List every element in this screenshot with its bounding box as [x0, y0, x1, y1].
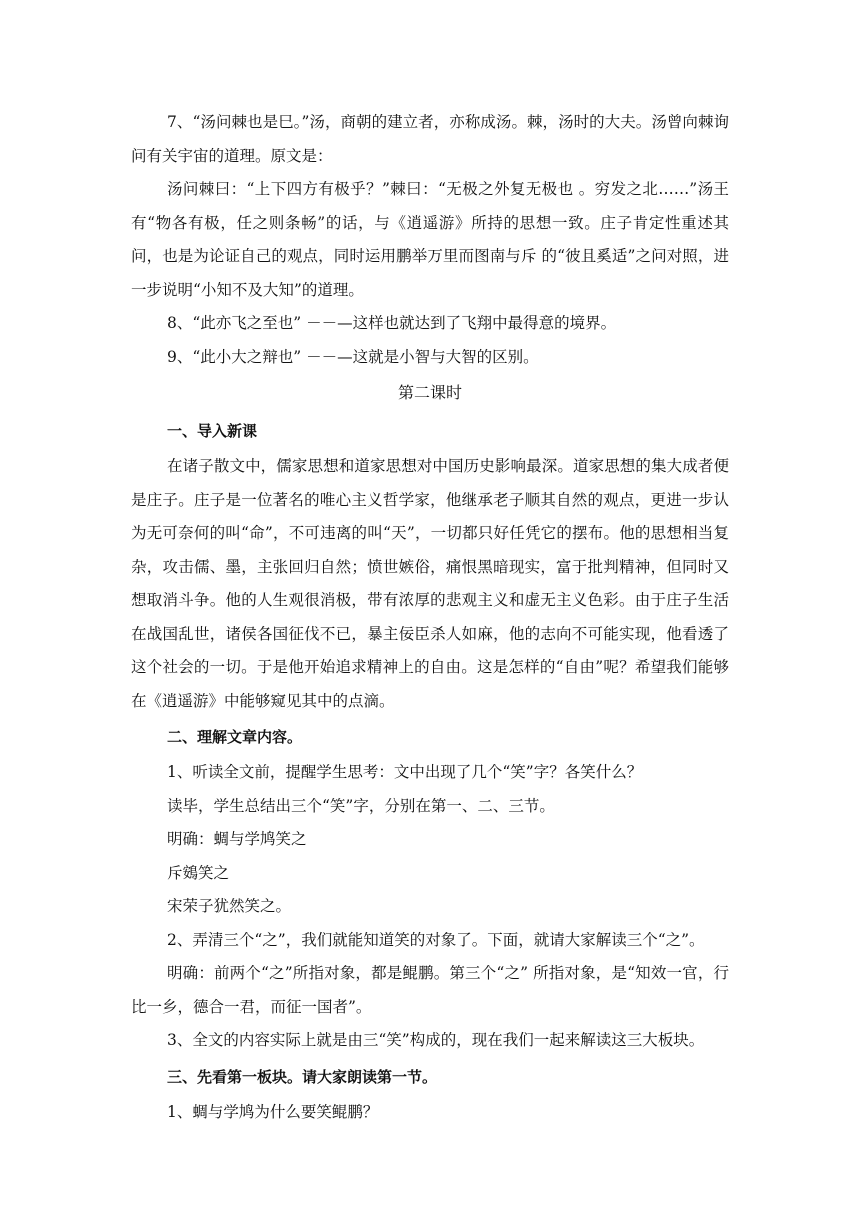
paragraph: 斥鴳笑之 — [167, 863, 230, 882]
paragraph: 宋荣子犹然笑之。 — [167, 897, 292, 915]
paragraph: 8、“此亦飞之至也” －－—这样也就达到了飞翔中最得意的境界。 — [167, 314, 617, 332]
paragraph: 1、听读全文前，提醒学生思考：文中出现了几个“笑”字？各笑什么？ — [167, 763, 643, 781]
heading: 三、先看第一板块。请大家朗读第一节。 — [167, 1067, 438, 1086]
paragraph: 9、“此小大之辩也” －－—这就是小智与大智的区别。 — [167, 347, 539, 366]
paragraph: 1、蜩与学鸠为什么要笑鲲鹏？ — [167, 1102, 379, 1121]
paragraph: 汤问棘曰：“上下四方有极乎？”棘曰：“无极之外复无极也 。穷发之北……”汤王有“物各有极，任之则条畅”的话，与《逍遥游》所持的思想一致。庄子肯定性重述其问，也是为论证自己的观点，同时运用鹏举万里而图南与斥 的“彼且奚适”之问对照，进一步说明“小知不及大知”的道理。 — [131, 180, 729, 299]
paragraph: 3、全文的内容实际上就是由三“笑”构成的，现在我们一起来解读这三大板块。 — [167, 1031, 705, 1049]
section-title: 第二课时 — [397, 383, 462, 402]
document-body — [131, 106, 729, 1129]
heading: 二、理解文章内容。 — [167, 728, 303, 746]
paragraph: 2、弄清三个“之”，我们就能知道笑的对象了。下面，就请大家解读三个“之”。 — [167, 930, 705, 949]
paragraph: 在诸子散文中，儒家思想和道家思想对中国历史影响最深。道家思想的集大成者便是庄子。庄子是一位著名的唯心主义哲学家，他继承老子顺其自然的观点，更进一步认为无可奈何的叫“命”，不可违离的叫“天”，一切都只好任凭它的摆布。他的思想相当复杂，攻击儒、墨，主张回归自然；愤世嫉俗，痛恨黑暗现实，富于批判精神，但同时又想取消斗争。他的人生观很消极，带有浓厚的悲观主义和虚无主义色彩。由于庄子生活在战国乱世，诸侯各国征伐不已，暴主佞臣杀人如麻，他的志向不可能实现，他看透了这个社会的一切。于是他开始追求精神上的自由。这是怎样的“自由”呢？希望我们能够在《逍遥游》中能够窥见其中的点滴。 — [131, 457, 729, 710]
paragraph: 明确：前两个“之”所指对象，都是鲲鹏。第三个“之” 所指对象，是“知效一官，行比一乡，德合一君，而征一国者”。 — [131, 964, 729, 1016]
paragraph: 读毕，学生总结出三个“笑”字，分别在第一、二、三节。 — [167, 796, 555, 815]
paragraph: 明确：蜩与学鸠笑之 — [167, 830, 307, 848]
paragraph: 7、“汤问棘也是巳。”汤，商朝的建立者，亦称成汤。棘，汤时的大夫。汤曾向棘询问有关宇宙的道理。原文是： — [131, 113, 729, 165]
heading: 一、导入新课 — [167, 422, 258, 440]
